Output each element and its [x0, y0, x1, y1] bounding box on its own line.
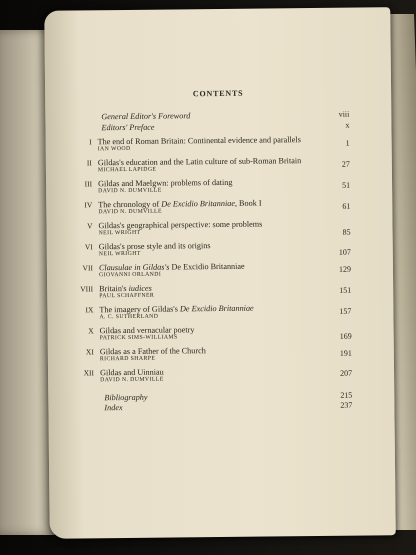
chapter-number: VIII [80, 284, 94, 294]
toc-chapter-row [75, 282, 359, 306]
chapter-author: RICHARD SHARPE [99, 355, 156, 363]
table-of-contents [73, 110, 360, 414]
chapter-number: I [89, 137, 92, 147]
toc-page-number: 107 [338, 247, 351, 257]
toc-chapter-row [75, 261, 359, 285]
toc-chapter-row [74, 219, 358, 243]
chapter-title: Gildas's prose style and its origins [98, 241, 211, 252]
chapter-number: X [88, 326, 94, 336]
toc-page-number: 157 [339, 306, 352, 316]
toc-page-number: 85 [342, 227, 351, 237]
chapter-number: XII [83, 368, 95, 378]
toc-page-number: 61 [342, 201, 351, 211]
chapter-title: Gildas's education and the Latin culture of sub-Roman Britain [97, 156, 302, 168]
chapter-number: V [87, 221, 93, 231]
chapter-author: DAVID N. DUMVILLE [98, 208, 162, 216]
toc-backmatter-row [76, 401, 360, 414]
contents-heading: CONTENTS [192, 88, 244, 99]
chapter-author: PAUL SCHAFFNER [99, 292, 155, 300]
chapter-title-part: De Excidio Britanniae [161, 198, 235, 209]
toc-chapter-row [74, 135, 358, 159]
chapter-title-part: iudices [128, 283, 152, 293]
toc-page-number: 169 [339, 331, 352, 341]
chapter-author: MICHAEL LAPIDGE [97, 166, 157, 174]
toc-entry-title: Index [104, 403, 123, 413]
chapter-title: Gildas and vernacular poetry [99, 325, 195, 336]
chapter-author: NEIL WRIGHT [98, 229, 141, 237]
toc-chapter-row [76, 345, 360, 369]
toc-chapter-row [76, 366, 360, 390]
chapter-title-part: , Book I [234, 198, 262, 208]
chapter-title [99, 262, 245, 273]
toc-page-number: 191 [339, 348, 352, 358]
chapter-number: VII [82, 263, 93, 273]
chapter-title-part: in Gildas's [132, 262, 172, 272]
chapter-number: VI [84, 242, 93, 252]
chapter-title [99, 304, 253, 315]
chapter-number: IX [85, 305, 94, 315]
chapter-title-part: Clausulae [98, 262, 133, 273]
chapter-title [98, 199, 261, 210]
toc-page-number: 27 [341, 159, 350, 169]
toc-entry-title: Bibliography [104, 392, 148, 403]
chapter-title: The end of Roman Britain: Continental evidence and parallels [97, 135, 301, 147]
chapter-title: Gildas's geographical perspective: some problems [98, 219, 263, 231]
toc-page-number: x [345, 120, 350, 130]
chapter-number: II [86, 158, 92, 168]
toc-page-number: 1 [345, 138, 350, 148]
toc-page-number: 51 [342, 180, 351, 190]
chapter-author: GIOVANNI ORLANDI [98, 271, 162, 279]
toc-chapter-row [76, 324, 360, 348]
chapter-author: DAVID N. DUMVILLE [100, 376, 164, 384]
chapter-number: III [84, 179, 93, 189]
toc-chapter-list [74, 135, 361, 390]
chapter-title-part: The imagery of Gildas's [99, 304, 181, 315]
toc-entry-title: General Editor's Foreword [101, 111, 191, 122]
toc-page-number: 207 [340, 368, 353, 378]
toc-page-number: 215 [340, 390, 353, 400]
chapter-number: IV [84, 200, 93, 210]
toc-page-number: 237 [340, 400, 353, 410]
toc-chapter-row [74, 198, 358, 222]
chapter-title: Gildas and Maelgwn: problems of dating [98, 177, 233, 189]
toc-chapter-row [75, 303, 359, 327]
toc-page-number: viii [338, 109, 350, 119]
toc-chapter-row [74, 177, 358, 201]
toc-chapter-row [75, 240, 359, 264]
book-page [44, 7, 396, 539]
chapter-number: XI [85, 347, 94, 357]
chapter-title-part: The chronology of [98, 199, 162, 210]
chapter-author: A. C. SUTHERLAND [99, 313, 159, 321]
chapter-title: Gildas as a Father of the Church [99, 346, 206, 357]
chapter-author: NEIL WRIGHT [98, 250, 141, 258]
chapter-title-part: De Excidio Britanniae [171, 261, 245, 272]
chapter-title-part: De Excidio Britanniae [179, 303, 254, 314]
toc-chapter-row [74, 156, 358, 180]
toc-entry-title: Editors' Preface [101, 122, 155, 133]
chapter-author: PATRICK SIMS-WILLIAMS [99, 334, 178, 342]
chapter-author: DAVID N. DUMVILLE [98, 187, 162, 195]
chapter-title-part: Britain's [99, 283, 129, 294]
chapter-author: IAN WOOD [97, 145, 131, 153]
toc-page-number: 129 [338, 264, 352, 274]
toc-page-number: 151 [339, 285, 352, 295]
chapter-title: Gildas and Uinniau [99, 367, 164, 378]
